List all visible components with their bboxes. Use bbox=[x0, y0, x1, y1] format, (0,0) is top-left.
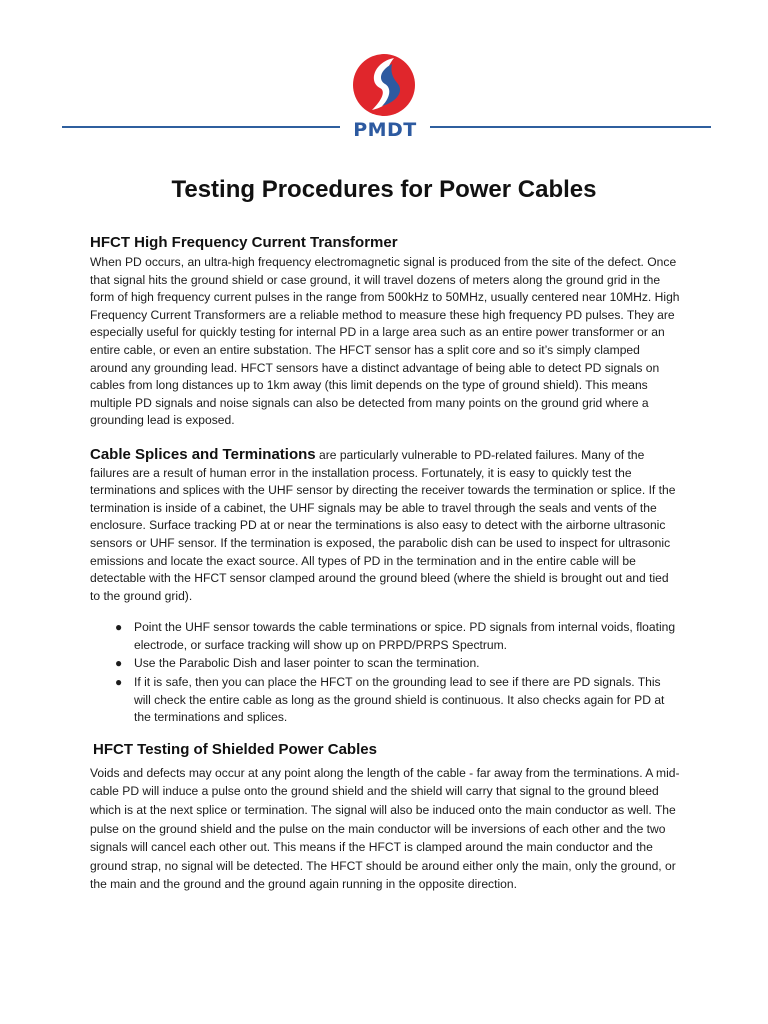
section-hfct bbox=[90, 234, 680, 430]
page-title: Testing Procedures for Power Cables bbox=[171, 176, 597, 203]
pmdt-logo-icon bbox=[352, 52, 416, 118]
section-lead-splices: Cable Splices and Terminations bbox=[90, 445, 316, 463]
bullet-list bbox=[90, 619, 680, 727]
section-body-hfct: When PD occurs, an ultra-high frequency electromagnetic signal is produced from the site of the defect. Once that signal hits the ground shield or case ground, it will travel dozens of meters along the ground grid in the form of high frequency current pulses in the range from 500kHz to 50MHz, usually centered near 10MHz. High Frequency Current Transformers are a reliable method to measure these high frequency PD pulses. They are especially useful for quickly testing for internal PD in a large area such as an entire power transformer or an entire cable, or even an entire substation. The HFCT sensor has a split core and so it’s simply clamped around any grounding lead. HFCT sensors have a distinct advantage of being able to detect PD signals on cables from long distances up to 1km away (this limit depends on the type of ground shield). This means multiple PD signals and noise signals can also be detected from many points on the ground grid where a grounding lead is exposed. bbox=[90, 255, 680, 428]
section-heading-hfct: HFCT High Frequency Current Transformer bbox=[90, 234, 398, 251]
list-item-text: Point the UHF sensor towards the cable terminations or spice. PD signals from internal voids, floating electrode, or surface tracking will show up on PRPD/PRPS Spectrum. bbox=[134, 620, 676, 652]
section-heading-shielded: HFCT Testing of Shielded Power Cables bbox=[93, 740, 377, 758]
section-body-shielded: Voids and defects may occur at any point along the length of the cable - far away from the terminations. A mid-cable PD will induce a pulse onto the ground shield and the shield will carry that signal to the ground bleed which is at the next splice or termination. The signal will also be induced onto the main conductor as well. The pulse on the ground shield and the pulse on the main conductor will be inversions of each other and the two signals will cancel each other out. This means if the HFCT is clamped around the main conductor and the ground strap, no signal will be detected. The HFCT should be around either only the main, only the ground, or the main and the ground and the ground again running in the opposite direction. bbox=[90, 765, 680, 892]
document-body bbox=[90, 234, 680, 894]
section-body-splices bbox=[90, 446, 680, 605]
bullet-icon: ● bbox=[115, 656, 123, 671]
header-rule-left bbox=[62, 126, 340, 128]
page-header bbox=[0, 0, 768, 150]
section-shielded bbox=[90, 741, 680, 894]
list-item bbox=[115, 619, 680, 654]
header-rule-right bbox=[430, 126, 711, 128]
bullet-icon: ● bbox=[115, 620, 123, 635]
section-splices bbox=[90, 446, 680, 727]
list-item bbox=[115, 655, 680, 673]
bullet-icon: ● bbox=[115, 675, 123, 690]
list-item-text: If it is safe, then you can place the HFCT on the grounding lead to see if there are PD signals. This will check the entire cable as long as the ground shield is continuous. It also checks again for PD at the terminations and splices. bbox=[134, 675, 665, 725]
brand-wordmark: PMDT bbox=[353, 119, 417, 141]
section-text-splices: are particularly vulnerable to PD-related failures. Many of the failures are a result of human error in the installation process. Fortunately, it is easy to quickly test the terminations and splices with the UHF sensor by directing the receiver towards the termination or splice. If the termination is inside of a cabinet, the UHF signals may be able to travel through the seals and vents of the enclosure. Surface tracking PD at or near the terminations is also easy to detect with the airborne ultrasonic sensors or UHF sensor. If the termination is exposed, the parabolic dish can be used to inspect for ultrasonic emissions and locate the exact source. All types of PD in the termination and in the entire cable will be detectable with the HFCT sensor clamped around the ground bleed (where the shield is brought out and tied to the ground grid). bbox=[90, 447, 676, 603]
list-item bbox=[115, 674, 680, 727]
list-item-text: Use the Parabolic Dish and laser pointer to scan the termination. bbox=[134, 656, 480, 671]
